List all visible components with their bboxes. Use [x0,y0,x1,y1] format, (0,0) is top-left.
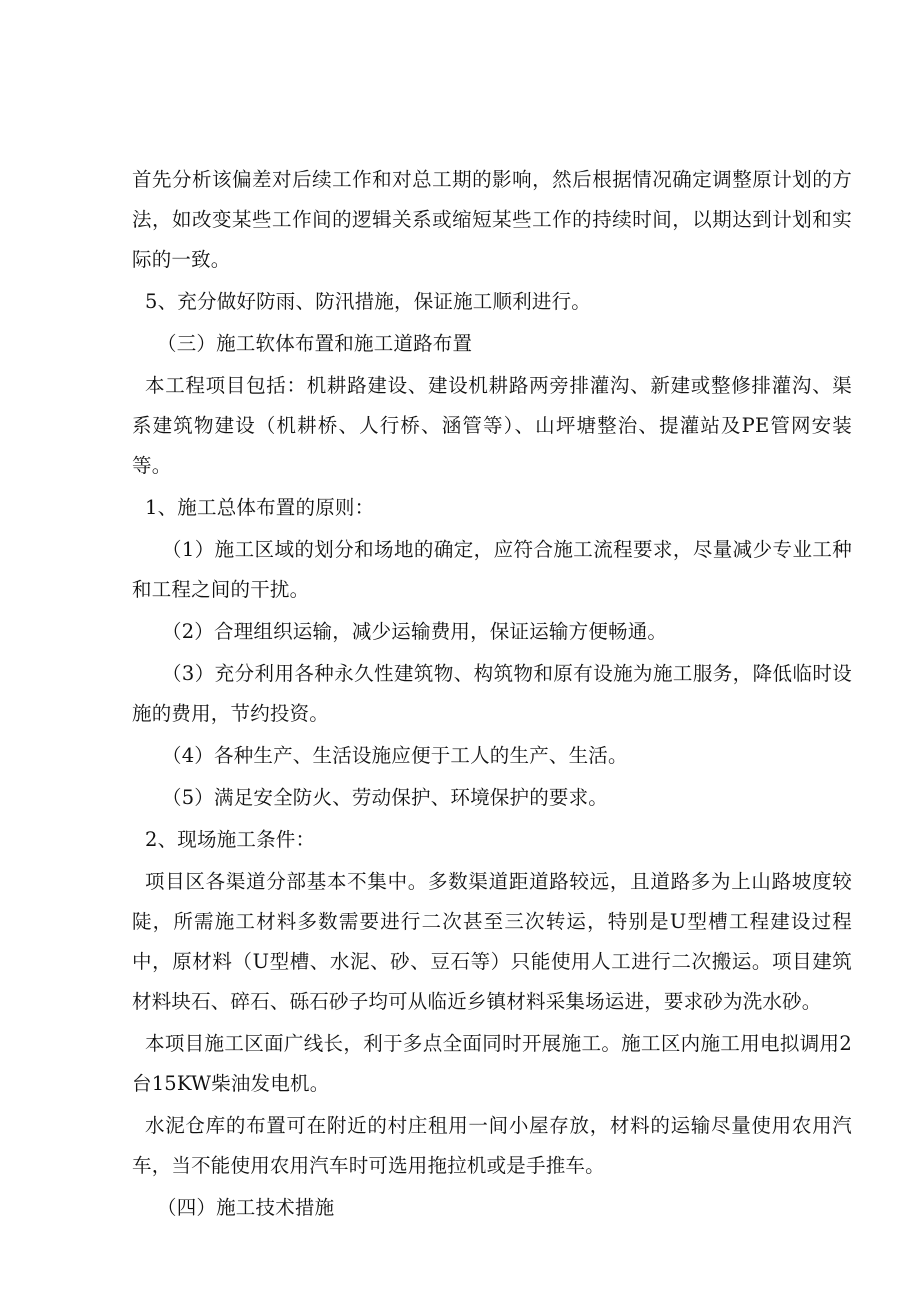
paragraph-cement-storage: 水泥仓库的布置可在附近的村庄租用一间小屋存放，材料的运输尽量使用农用汽车，当不能使用农用汽车时可选用拖拉机或是手推车。 [132,1114,852,1177]
list-item-principle-4: （4）各种生产、生活设施应便于工人的生产、生活。 [162,744,628,767]
section-heading-technical-measures: （四）施工技术措施 [157,1196,335,1219]
paragraph-power-supply: 本项目施工区面广线长，利于多点全面同时开展施工。施工区内施工用电拟调用2台15KW柴油发电机。 [132,1032,852,1095]
paragraph-rain-flood-measures: 5、充分做好防雨、防汛措施，保证施工顺利进行。 [145,290,592,313]
list-item-principle-3: （3）充分利用各种永久性建筑物、构筑物和原有设施为施工服务，降低临时设施的费用，节约投资。 [132,662,852,725]
list-item-principle-1: （1）施工区域的划分和场地的确定，应符合施工流程要求，尽量减少专业工种和工程之间的干扰。 [132,538,852,601]
list-item-principle-5: （5）满足安全防火、劳动保护、环境保护的要求。 [162,786,609,809]
list-item-principle-2: （2）合理组织运输，减少运输费用，保证运输方便畅通。 [162,620,668,643]
section-heading-layout: （三）施工软体布置和施工道路布置 [157,332,473,355]
document-body [132,160,852,1228]
paragraph-project-scope: 本工程项目包括：机耕路建设、建设机耕路两旁排灌沟、新建或整修排灌沟、渠系建筑物建设（机耕桥、人行桥、涵管等）、山坪塘整治、提灌站及PE管网安装等。 [132,374,852,477]
paragraph-site-conditions: 2、现场施工条件： [145,828,316,851]
paragraph-layout-principles: 1、施工总体布置的原则： [145,496,375,519]
paragraph-channel-distribution: 项目区各渠道分部基本不集中。多数渠道距道路较远，且道路多为上山路坡度较陡，所需施工材料多数需要进行二次甚至三次转运，特别是U型槽工程建设过程中，原材料（U型槽、水泥、砂、豆石等）只能使用人工进行二次搬运。项目建筑材料块石、碎石、砾石砂子均可从临近乡镇材料采集场运进，要求砂为洗水砂。 [132,870,852,1013]
paragraph-deviation-analysis: 首先分析该偏差对后续工作和对总工期的影响，然后根据情况确定调整原计划的方法，如改变某些工作间的逻辑关系或缩短某些工作的持续时间，以期达到计划和实际的一致。 [132,168,852,271]
